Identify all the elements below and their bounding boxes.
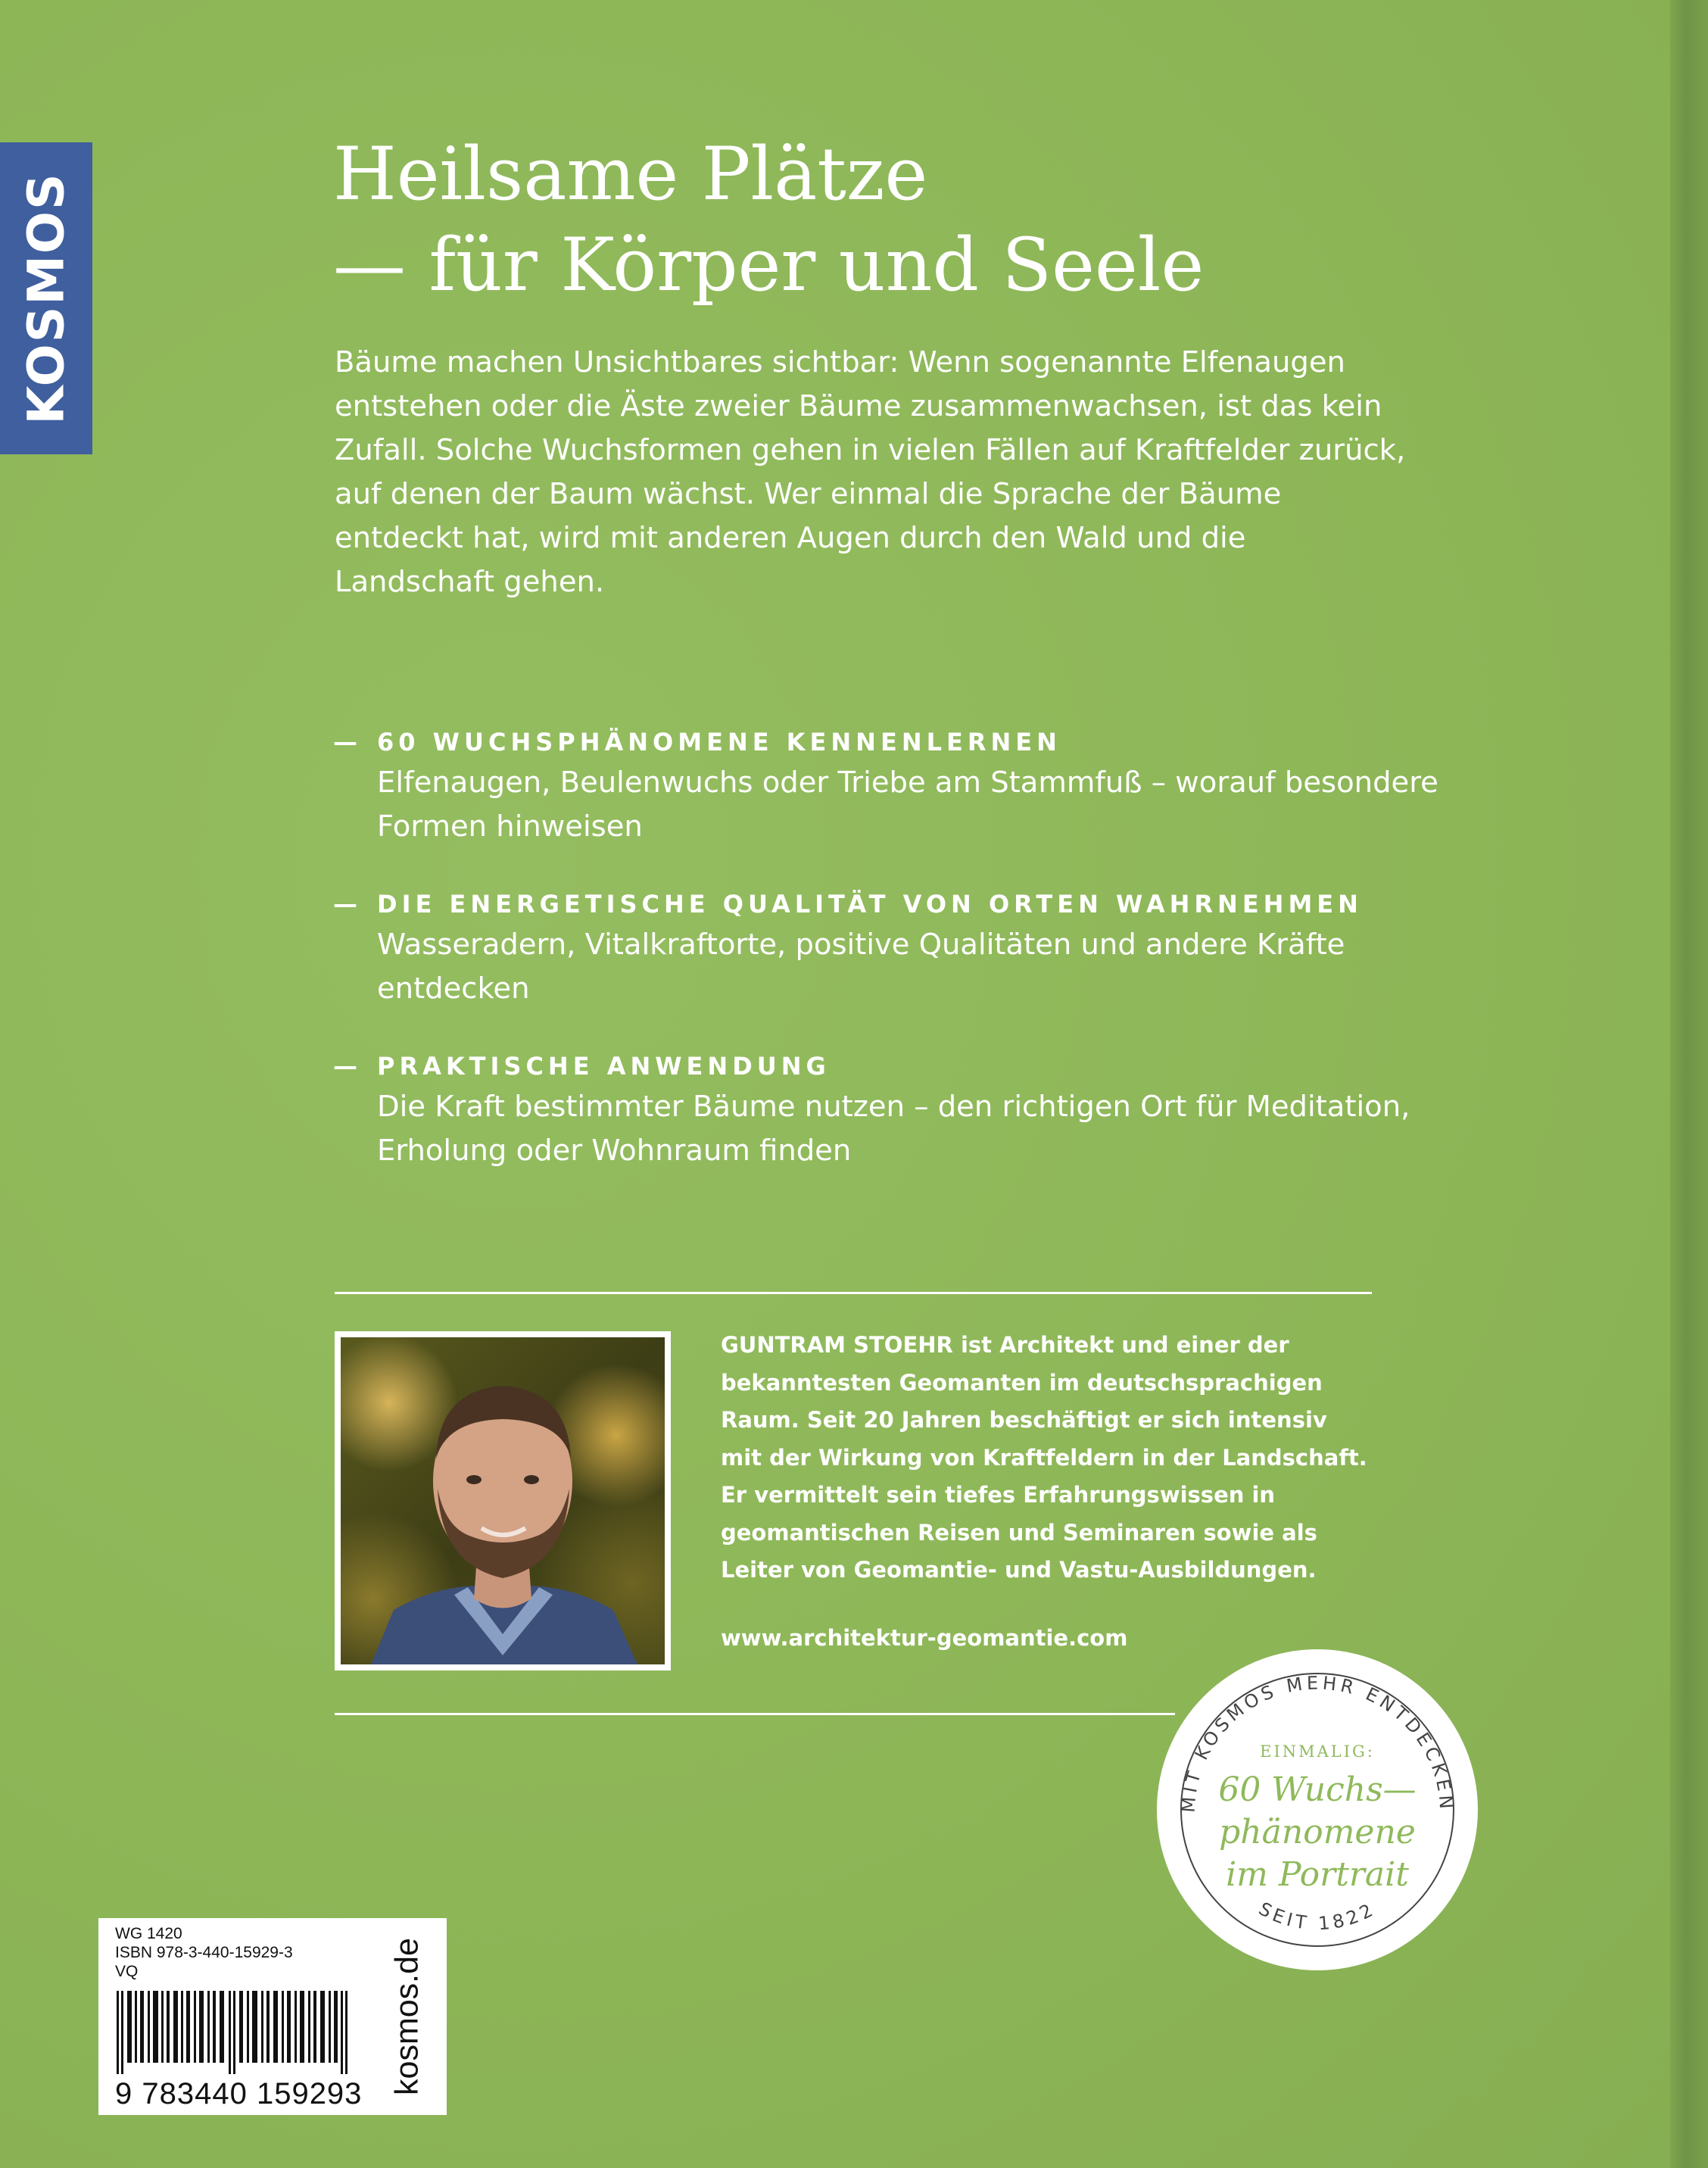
divider-top bbox=[335, 1292, 1372, 1294]
headline-line-1: Heilsame Plätze bbox=[333, 132, 928, 217]
author-bio: GUNTRAM STOEHR ist Architekt und einer der bekanntesten Geomanten im deutschsprachigen Raum. Seit 20 Jahren beschäftigt er sich intensiv mit der Wirkung von Kraftfeldern in der Landschaft. Er vermittelt sein tiefes Erfahrungswissen in geomantischen Reisen und Seminaren sowie als Leiter von Geomantie- und Vastu-Ausbildungen. bbox=[721, 1332, 1367, 1583]
feature-description: Elfenaugen, Beulenwuchs oder Triebe am Stammfuß – worauf besondere Formen hinweisen bbox=[377, 766, 1438, 844]
author-photo-frame bbox=[335, 1331, 671, 1670]
barcode-number: 9 783440 159293 bbox=[115, 2077, 363, 2110]
promo-badge-graphic bbox=[1157, 1649, 1478, 1970]
feature-dash: — bbox=[333, 728, 362, 756]
feature-list bbox=[333, 723, 1469, 1209]
feature-title bbox=[333, 723, 1469, 761]
author-photo bbox=[341, 1337, 665, 1664]
badge-arc-bottom: SEIT 1822 bbox=[1255, 1898, 1379, 1935]
author-website-link[interactable]: www.architektur-geomantie.com bbox=[721, 1625, 1128, 1651]
feature-description: Die Kraft bestimmter Bäume nutzen – den richtigen Ort für Meditation, Erholung oder Wohnraum finden bbox=[377, 1090, 1410, 1168]
badge-line-1: 60 Wuchs— bbox=[1218, 1770, 1417, 1809]
feature-title-text: 60 WUCHSPHÄNOMENE KENNENLERNEN bbox=[377, 728, 1061, 756]
publisher-logo-text: KOSMOS bbox=[17, 172, 76, 425]
headline bbox=[333, 129, 1469, 310]
badge-label: EINMALIG: bbox=[1260, 1742, 1375, 1761]
badge-arc-top: MIT KOSMOS MEHR ENTDECKEN bbox=[1177, 1672, 1457, 1814]
feature-title bbox=[333, 1047, 1469, 1085]
barcode-info bbox=[115, 1924, 418, 1981]
feature-item bbox=[333, 885, 1469, 1011]
publisher-website[interactable]: kosmos.de bbox=[388, 1938, 425, 2095]
barcode-icon bbox=[114, 1991, 386, 2074]
headline-line-2: — für Körper und Seele bbox=[333, 223, 1205, 307]
feature-item bbox=[333, 1047, 1469, 1173]
feature-title-text: DIE ENERGETISCHE QUALITÄT VON ORTEN WAHRNEHMEN bbox=[377, 890, 1363, 919]
badge-line-2: phänomene bbox=[1219, 1813, 1416, 1851]
publisher-logo-tab bbox=[0, 142, 92, 454]
badge-line-3: im Portrait bbox=[1226, 1855, 1409, 1894]
promo-badge bbox=[1157, 1649, 1478, 1970]
author-portrait-illustration bbox=[341, 1337, 665, 1664]
feature-description: Wasseradern, Vitalkraftorte, positive Qualitäten und andere Kräfte entdecken bbox=[377, 928, 1345, 1006]
intro-paragraph: Bäume machen Unsichtbares sichtbar: Wenn sogenannte Elfenaugen entstehen oder die Äste zweier Bäume zusammenwachsen, ist das kein Zufall. Solche Wuchsformen gehen in vielen Fällen auf Kraftfelder zurück, auf denen der Baum wächst. Wer einmal die Sprache der Bäume entdeckt hat, wird mit anderen Augen durch den Wald und die Landschaft gehen. bbox=[335, 345, 1406, 599]
feature-dash: — bbox=[333, 1052, 362, 1081]
feature-dash: — bbox=[333, 890, 362, 919]
barcode-line-1: WG 1420 bbox=[115, 1925, 182, 1942]
divider-bottom bbox=[335, 1713, 1175, 1715]
spine-edge bbox=[1670, 0, 1708, 2168]
feature-title bbox=[333, 885, 1469, 923]
feature-title-text: PRAKTISCHE ANWENDUNG bbox=[377, 1052, 831, 1081]
barcode-line-3: VQ bbox=[115, 1963, 139, 1980]
isbn-text: ISBN 978-3-440-15929-3 bbox=[115, 1944, 293, 1961]
feature-item bbox=[333, 723, 1469, 849]
